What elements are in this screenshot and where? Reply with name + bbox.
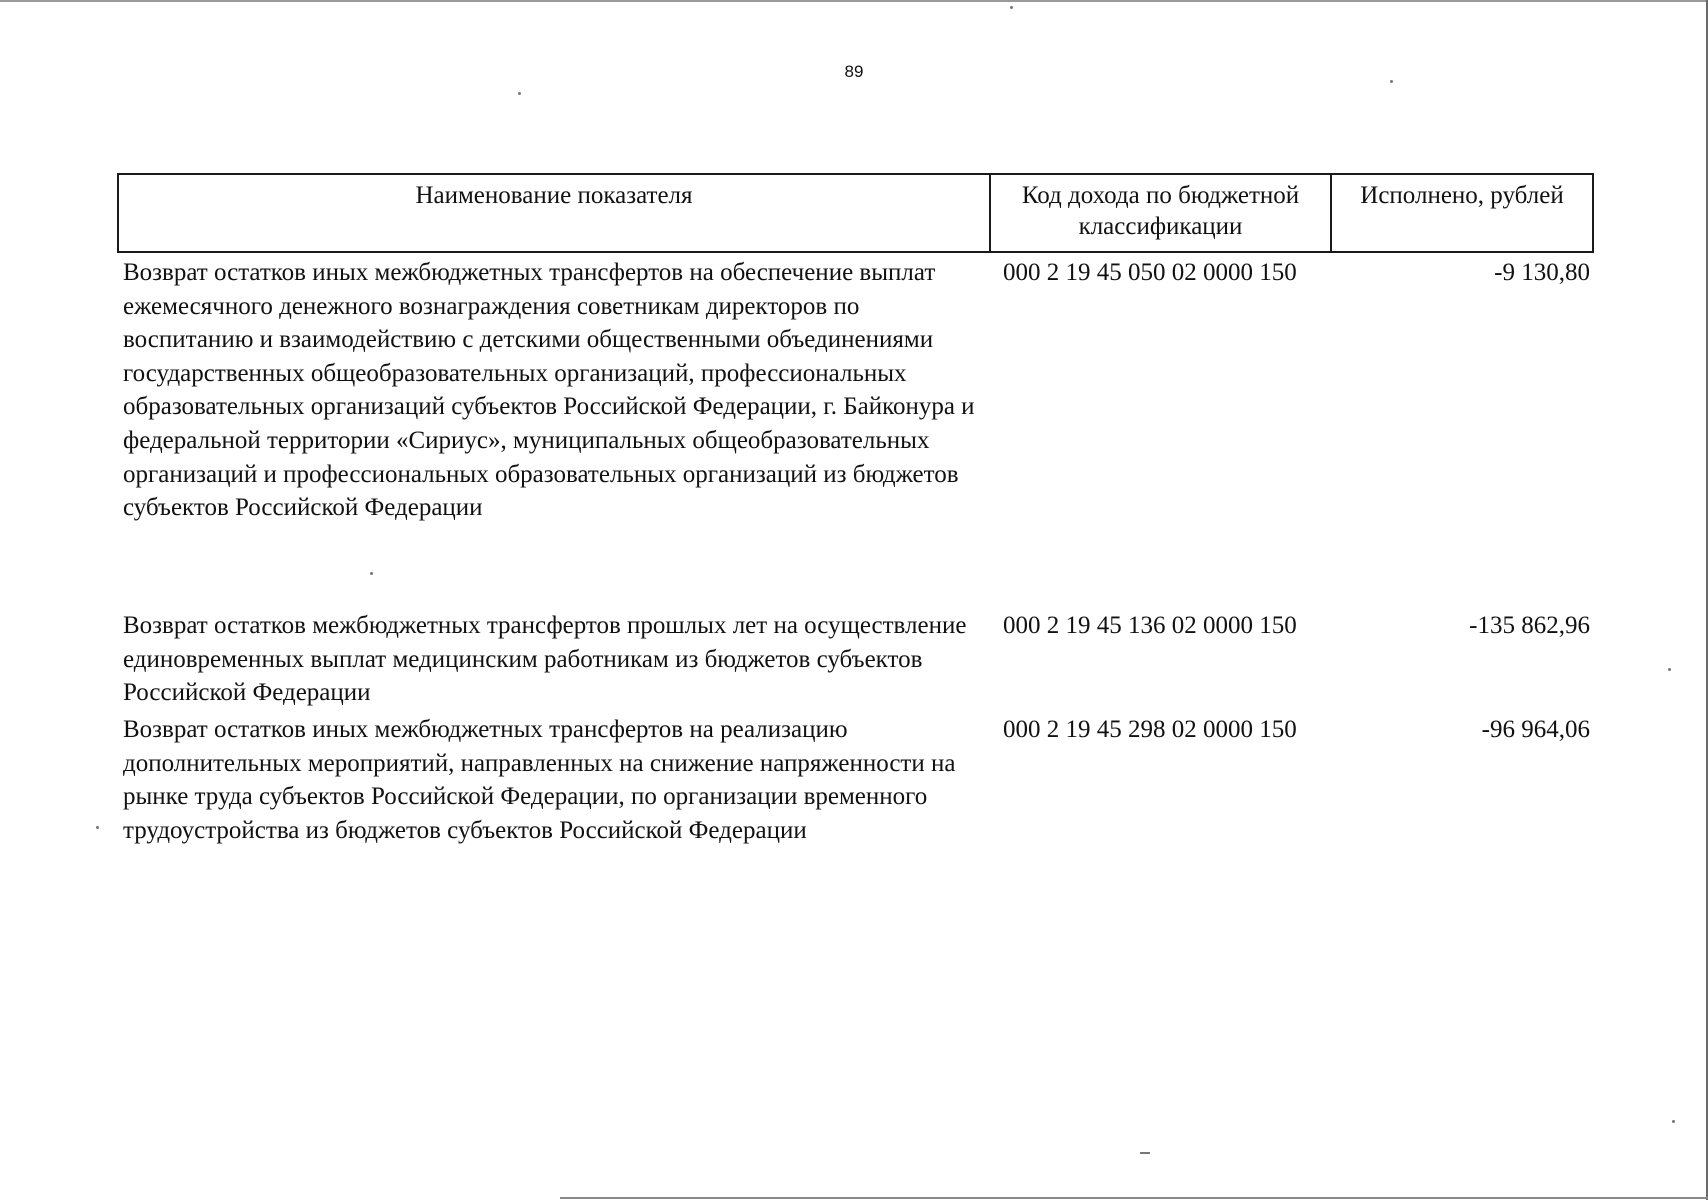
row-indicator-name: Возврат остатков иных межбюджетных трансфертов на обеспечение выплат ежемесячного денежного вознаграждения советникам директоров по воспитанию и взаимодействию с детскими общественными объединениями государственных общеобразовательных организаций, профессиональных образовательных организаций субъектов Российской Федерации, г. Байконура и федеральной территории «Сириус», муниципальных общеобразовательных организаций и профессиональных образовательных организаций из бюджетов субъектов Российской Федерации — [123, 259, 975, 522]
table-row — [117, 609, 1594, 713]
scan-speck — [1010, 6, 1013, 9]
row-income-code: 000 2 19 45 136 02 0000 150 — [1003, 612, 1297, 639]
row-executed-amount: -135 862,96 — [1469, 612, 1590, 639]
row-indicator-name: Возврат остатков иных межбюджетных трансфертов на реализацию дополнительных мероприятий, направленных на снижение напряженности на рынке труда субъектов Российской Федерации, по организации временного трудоустройства из бюджетов субъектов Российской Федерации — [123, 716, 956, 844]
row-indicator-name: Возврат остатков межбюджетных трансфертов прошлых лет на осуществление единовременных выплат медицинским работникам из бюджетов субъектов Российской Федерации — [123, 612, 967, 707]
row-executed-amount: -9 130,80 — [1494, 259, 1590, 286]
header-indicator-name: Наименование показателя — [119, 175, 991, 251]
scan-speck — [96, 826, 99, 829]
page-number: 89 — [844, 62, 864, 81]
header-income-code: Код дохода по бюджетной классификации — [991, 175, 1332, 251]
scan-speck — [518, 92, 521, 95]
scan-edge-bottom — [560, 1197, 1708, 1199]
table-row — [117, 713, 1594, 883]
row-income-code: 000 2 19 45 050 02 0000 150 — [1003, 259, 1297, 286]
table-row — [117, 256, 1594, 609]
scan-speck — [1668, 668, 1671, 671]
header-executed-rubles: Исполнено, рублей — [1360, 182, 1564, 209]
row-income-code: 000 2 19 45 298 02 0000 150 — [1003, 716, 1297, 743]
scan-edge-top — [0, 0, 1708, 2]
scan-speck — [1672, 1120, 1675, 1123]
table-body — [117, 256, 1594, 883]
scan-speck — [1140, 1152, 1150, 1154]
row-executed-amount: -96 964,06 — [1481, 716, 1590, 743]
table-header — [117, 173, 1594, 253]
